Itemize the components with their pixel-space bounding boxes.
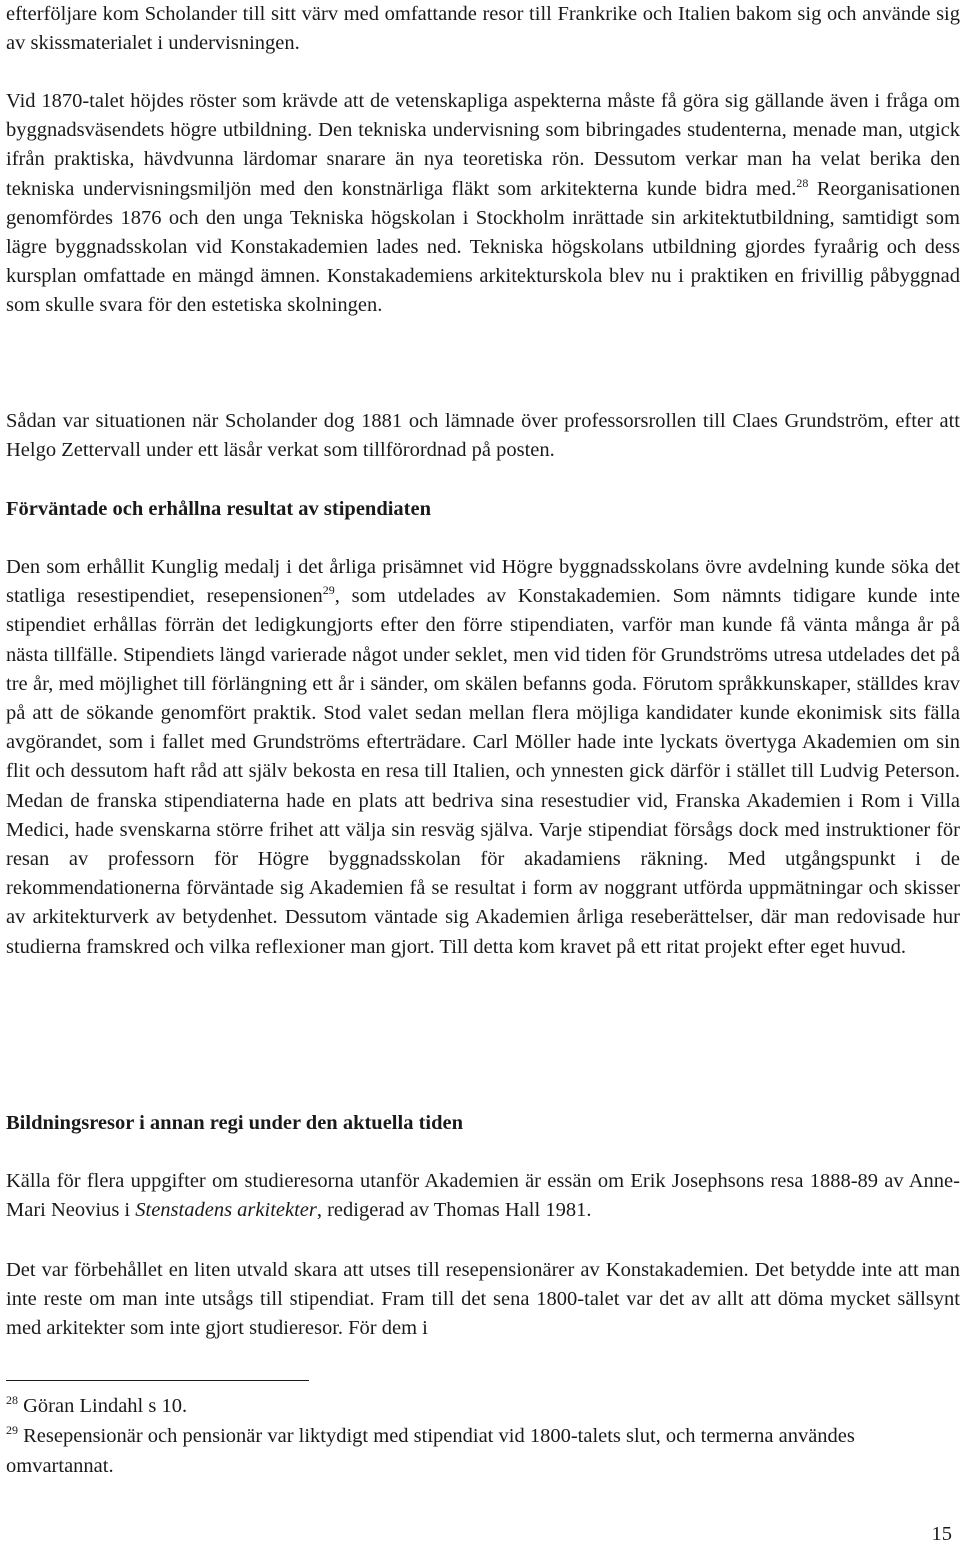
paragraph-text: , som utdelades av Konstakademien. Som nämnts tidigare kunde inte stipendiet erhållas förrän det ledigkungjorts efter den förre stipendiaten, varför man kunde få vänta många år på nästa tillfälle. Stipendiets längd varierade något under seklet, men vid tiden för Grundströms utresa utdelades det på tre år, med möjlighet till förlängning ett år i sänder, om skälen befanns goda. Förutom språkkunskaper, ställdes krav på att de sökande genomfört praktik. Stod valet sedan mellan flera möjliga kandidater kunde ekonimisk sits fälla avgörandet, som i fallet med Grundströms efterträdare. Carl Möller hade inte lyckats övertyga Akademien om sin flit och dessutom haft råd att själv bekosta en resa till Italien, och ynnesten gick därför i stället till Ludvig Peterson. Medan de franska stipendiaterna hade en plats att bedriva sina resestudier vid, Franska Akademien i Rom i Villa Medici, hade svenskarna större frihet att välja sin resväg själva. Varje stipendiat försågs dock med instruktioner för resan av professorn för Högre byggnadsskolan för akadamiens räkning. Med utgångspunkt i de rekommendationerna förväntade sig Akademien få se resultat i form av noggrant utförda uppmätningar och skisser av arkitekturverk av betydenhet. Dessutom väntade sig Akademien årliga reseberättelser, där man redovisade hur studierna framskred och vilka reflexioner man gjort. Till detta kom kravet på ett ritat projekt efter eget huvud.	[6, 585, 960, 958]
paragraph-selected-few	[6, 1256, 960, 1344]
footnote-ref-29[interactable]: 29	[322, 583, 335, 598]
footnote-divider	[6, 1380, 309, 1381]
footnote-number: 28	[6, 1393, 18, 1408]
paragraph-text: Reorganisationen genomfördes 1876 och den unga Tekniska högskolan i Stockholm inrättade sin arkitektutbildning, samtidigt som lägre byggnadsskolan vid Konstakademien lades ned. Tekniska högskolans utbildning gjordes fyraårig och dess kursplan omfattade en mängd ämnen. Konstakademiens arkitekturskola blev nu i praktiken en frivillig påbyggnad som skulle svara för den estetiska skolningen.	[6, 177, 960, 317]
paragraph-text: , redigerad av Thomas Hall 1981.	[316, 1199, 592, 1222]
page-number: 15	[931, 1523, 952, 1545]
footnote-text: Resepensionär och pensionär var liktydigt med stipendiat vid 1800-talets slut, och termerna användes omvartannat.	[6, 1425, 855, 1477]
paragraph-text: Vid 1870-talet höjdes röster som krävde att de vetenskapliga aspekterna måste få göra sig gällande även i fråga om byggnadsväsendets högre utbildning. Den tekniska undervisning som bibringades studenterna, menade man, utgick ifrån praktiska, hävdvunna lärdomar snarare än nya teoretiska rön. Dessutom verkar man ha velat berika den tekniska undervisningsmiljön med den konstnärliga fläkt som arkitekterna kunde bidra med.	[6, 90, 960, 200]
book-title: Stenstadens arkitekter	[135, 1199, 317, 1222]
section-heading-expected-results: Förväntade och erhållna resultat av stipendiaten	[6, 498, 431, 520]
paragraph-text: Det var förbehållet en liten utvald skara att utses till resepensionärer av Konstakademien. Det betydde inte att man inte reste om man inte utsågs till stipendiat. Fram till det sena 1800-talet var det av allt att döma mycket sällsynt med arkitekter som inte gjort studieresor. För dem i	[6, 1259, 960, 1340]
footnote-29	[6, 1422, 960, 1481]
paragraph-stipend-description	[6, 553, 960, 962]
footnote-text: Göran Lindahl s 10.	[18, 1395, 188, 1417]
paragraph-source-essay	[6, 1167, 960, 1225]
paragraph-text: Källa för flera uppgifter om studieresorna utanför Akademien är essän om Erik Josephsons resa 1888-89 av Anne-Mari Neovius i	[6, 1170, 960, 1222]
paragraph-scholander-travels	[6, 0, 960, 58]
section-heading-other-travels: Bildningsresor i annan regi under den aktuella tiden	[6, 1112, 463, 1134]
paragraph-text: efterföljare kom Scholander till sitt värv med omfattande resor till Frankrike och Italien bakom sig och använde sig av skissmaterialet i undervisningen.	[6, 3, 960, 55]
footnote-28	[6, 1392, 960, 1422]
footnote-ref-28[interactable]: 28	[796, 175, 809, 190]
paragraph-text: Sådan var situationen när Scholander dog 1881 och lämnade över professorsrollen till Claes Grundström, efter att Helgo Zettervall under ett läsår verkat som tillförordnad på posten.	[6, 410, 960, 462]
paragraph-text: Den som erhållit Kunglig medalj i det årliga prisämnet vid Högre byggnadsskolans övre avdelning kunde söka det statliga resestipendiet, resepensionen	[6, 556, 960, 608]
paragraph-scholander-death	[6, 407, 960, 465]
paragraph-1870s-reorganisation	[6, 87, 960, 321]
footnote-number: 29	[6, 1423, 18, 1438]
